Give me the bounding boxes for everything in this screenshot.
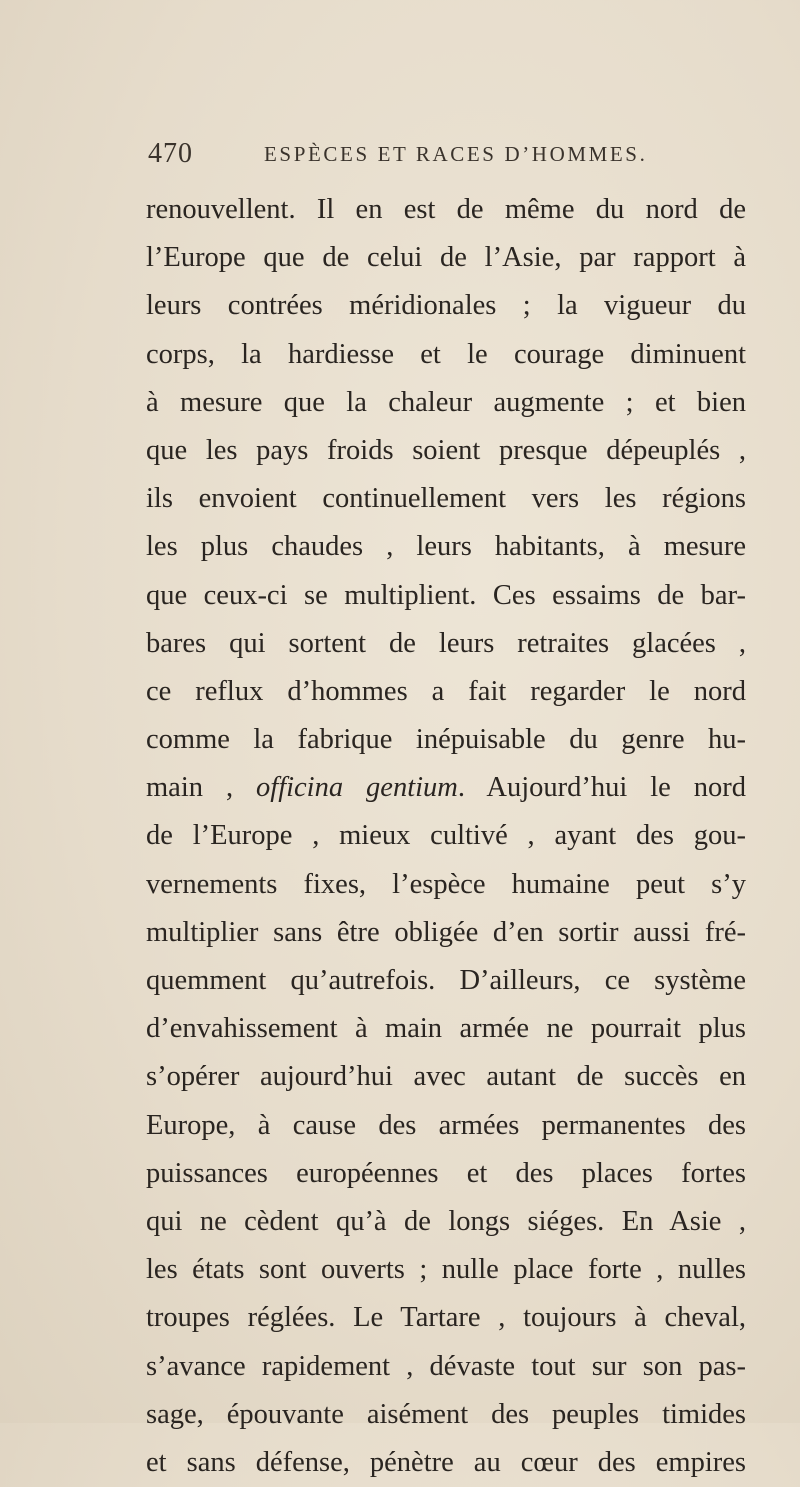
text-line: quemment qu’autrefois. D’ailleurs, ce système [146, 965, 746, 996]
page-header [148, 138, 748, 178]
body-text [146, 186, 746, 1487]
text-line: Europe, à cause des armées permanentes des [146, 1109, 746, 1141]
text-line: troupes réglées. Le Tartare , toujours à cheval, [146, 1302, 746, 1334]
text-line: qui ne cèdent qu’à de longs siéges. En Asie , [146, 1205, 746, 1237]
text-line: l’Europe que de celui de l’Asie, par rapport à [146, 242, 746, 274]
text-line: ils envoient continuellement vers les régions [146, 483, 746, 515]
text-line: sage, épouvante aisément des peuples timides [146, 1398, 746, 1430]
page-number: 470 [148, 138, 193, 169]
text-line: bares qui sortent de leurs retraites glacées , [146, 627, 746, 659]
text-line: et sans défense, pénètre au cœur des empires [146, 1446, 746, 1478]
text-line: à mesure que la chaleur augmente ; et bien [146, 386, 746, 418]
text-line: corps, la hardiesse et le courage diminuent [146, 338, 746, 370]
text-line: les états sont ouverts ; nulle place forte , nulles [146, 1254, 746, 1286]
text-line: que ceux-ci se multiplient. Ces essaims de bar- [146, 579, 746, 611]
text-line: que les pays froids soient presque dépeuplés , [146, 434, 746, 466]
text-line: s’avance rapidement , dévaste tout sur son pas- [146, 1350, 746, 1382]
text-line: vernements fixes, l’espèce humaine peut s’y [146, 868, 746, 900]
text-line: main , officina gentium. Aujourd’hui le nord [146, 772, 746, 804]
text-line: d’envahissement à main armée ne pourrait plus [146, 1013, 746, 1045]
text-line: de l’Europe , mieux cultivé , ayant des gou- [146, 820, 746, 852]
text-line: comme la fabrique inépuisable du genre hu- [146, 724, 746, 756]
text-line: leurs contrées méridionales ; la vigueur du [146, 290, 746, 322]
text-line: multiplier sans être obligée d’en sortir aussi fré- [146, 916, 746, 948]
running-title: ESPÈCES ET RACES D’HOMMES. [264, 142, 648, 166]
text-line: s’opérer aujourd’hui avec autant de succès en [146, 1061, 746, 1093]
text-line: ce reflux d’hommes a fait regarder le nord [146, 675, 746, 707]
text-line: les plus chaudes , leurs habitants, à mesure [146, 531, 746, 563]
text-line: puissances européennes et des places fortes [146, 1157, 746, 1189]
text-line: renouvellent. Il en est de même du nord de [146, 194, 746, 225]
